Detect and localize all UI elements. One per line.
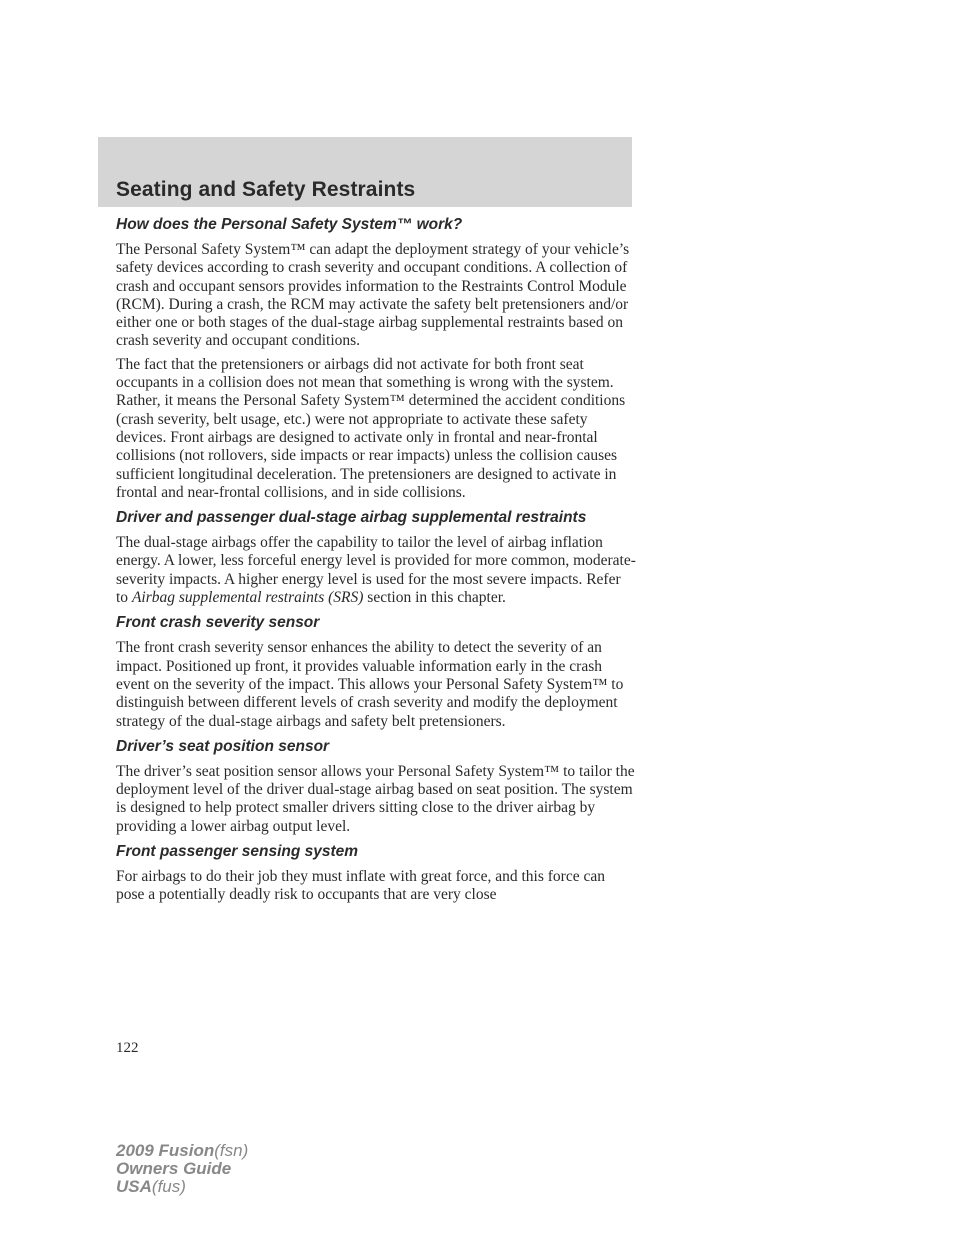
footer-line (116, 1178, 248, 1196)
section-heading-passenger-sensing: Front passenger sensing system (116, 843, 359, 861)
section-heading-pss: How does the Personal Safety System™ work? (116, 216, 463, 233)
paragraph: For airbags to do their job they must inflate with great force, and this force can pose a potentially deadly risk to occupants that are very close (116, 868, 605, 904)
section-title: Seating and Safety Restraints (116, 178, 416, 201)
paragraph: The front crash severity sensor enhances the ability to detect the severity of an impact. Positioned up front, it provides valuable information early in the crash event on the severity of the impact. This allows your Personal Safety System™ to distinguish between different levels of crash severity and modify the deployment strategy of the dual-stage airbags and safety belt pretensioners. (116, 639, 624, 730)
paragraph: The driver’s seat position sensor allows your Personal Safety System™ to tailor the deployment level of the driver dual-stage airbag based on seat position. The system is designed to help protect smaller drivers sitting close to the driver airbag by providing a lower airbag output level. (116, 762, 635, 835)
paragraph-text: The dual-stage airbags offer the capability to tailor the level of airbag inflation energy. A lower, less forceful energy level is provided for more common, moderate-severity impacts. A higher energy level is used for the most severe impacts. Refer to (116, 534, 636, 607)
paragraph: The Personal Safety System™ can adapt the deployment strategy of your vehicle’s safety devices according to crash severity and occupant conditions. A collection of crash and occupant sensors provides information to the Restraints Control Module (RCM). During a crash, the RCM may activate the safety belt pretensioners and/or either one or both stages of the dual-stage airbag supplemental restraints based on crash severity and occupant conditions. (116, 241, 630, 350)
footer-model: 2009 Fusion (116, 1141, 215, 1160)
document-footer (116, 1142, 248, 1196)
section-heading-seat-sensor: Driver’s seat position sensor (116, 737, 330, 755)
paragraph-text: section in this chapter. (363, 589, 506, 607)
section-heading-dual-stage: Driver and passenger dual-stage airbag supplemental restraints (116, 509, 587, 527)
section-heading-crash-sensor: Front crash severity sensor (116, 614, 320, 632)
footer-market-code: (fus) (151, 1177, 186, 1196)
footer-line (116, 1142, 248, 1160)
footer-line (116, 1160, 248, 1178)
cross-reference-link: Airbag supplemental restraints (SRS) (131, 589, 364, 607)
footer-model-code: (fsn) (214, 1141, 249, 1160)
paragraph: The fact that the pretensioners or airbags did not activate for both front seat occupants in a collision does not mean that something is wrong with the system. Rather, it means the Personal Safety System™ determined the accident conditions (crash severity, belt usage, etc.) were not appropriate to activate these safety devices. Front airbags are designed to activate only in frontal and near-frontal collisions (not rollovers, side impacts or rear impacts) unless the collision causes sufficient longitudinal deceleration. The pretensioners are designed to activate in frontal and near-frontal collisions, and in side collisions. (116, 355, 626, 501)
section-header-band (98, 137, 632, 207)
page-number: 122 (116, 1040, 139, 1056)
footer-market: USA (116, 1177, 152, 1196)
footer-guide: Owners Guide (116, 1159, 232, 1178)
paragraph (116, 534, 636, 607)
page-content (116, 214, 636, 910)
